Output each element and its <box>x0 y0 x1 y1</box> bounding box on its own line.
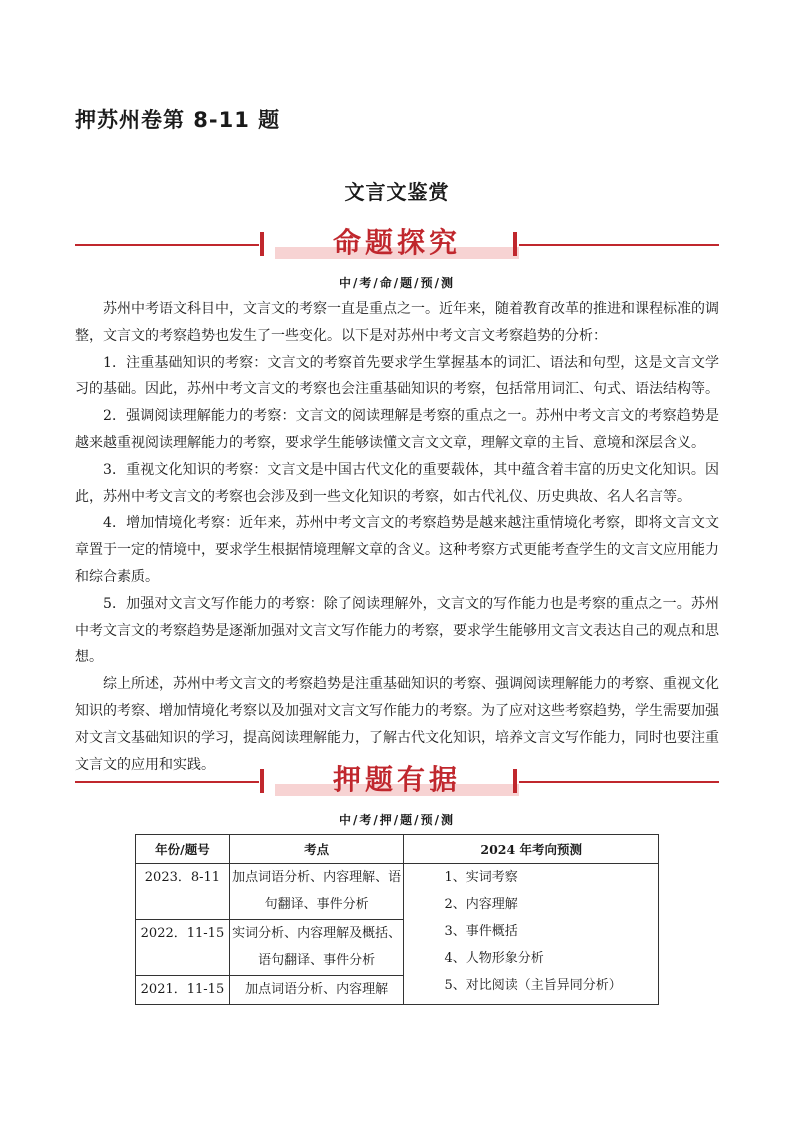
banner-tick-right <box>513 769 517 793</box>
banner-subhead: 中/考/押/题/预/测 <box>339 813 455 827</box>
table-row <box>136 864 659 920</box>
table-header-row <box>136 835 659 864</box>
banner-label: 命题探究 <box>332 226 461 259</box>
column-header: 考点 <box>229 835 404 864</box>
banner-label: 押题有据 <box>332 763 461 796</box>
forecast-cell <box>404 864 659 1005</box>
forecast-item: 2、内容理解 <box>444 897 518 912</box>
forecast-item: 3、事件概括 <box>444 924 518 939</box>
year-cell: 2023．8-11 <box>136 864 230 920</box>
points-cell: 加点词语分析、内容理解、语句翻译、事件分析 <box>229 864 404 920</box>
banner-rule-left <box>75 781 259 783</box>
column-header: 2024 年考向预测 <box>404 835 659 864</box>
banner-prediction <box>75 762 719 802</box>
prediction-table <box>135 834 659 1005</box>
banner-subhead: 中/考/命/题/预/测 <box>339 276 455 290</box>
paragraph: 5．加强对文言文写作能力的考察：除了阅读理解外，文言文的写作能力也是考察的重点之一。苏州中考文言文的考察趋势是逐渐加强对文言文写作能力的考察，要求学生能够用文言文表达自己的观点和思想。 <box>75 595 719 666</box>
paragraph: 4．增加情境化考察：近年来，苏州中考文言文的考察趋势是越来越注重情境化考察，即将文言文文章置于一定的情境中，要求学生根据情境理解文章的含义。这种考察方式更能考查学生的文言文应用能力和综合素质。 <box>75 515 719 585</box>
paragraph: 综上所述，苏州中考文言文的考察趋势是注重基础知识的考察、强调阅读理解能力的考察、重视文化知识的考察、增加情境化考察以及加强对文言文写作能力的考察。为了应对这些考察趋势，学生需要加强对文言文基础知识的学习，提高阅读理解能力，了解古代文化知识，培养文言文写作能力，同时也要注重文言文的应用和实践。 <box>75 676 719 773</box>
document-title: 押苏州卷第 8-11 题 <box>75 108 281 132</box>
forecast-item: 5、对比阅读（主旨异同分析） <box>444 978 622 993</box>
paragraph: 苏州中考语文科目中，文言文的考察一直是重点之一。近年来，随着教育改革的推进和课程标准的调整，文言文的考察趋势也发生了一些变化。以下是对苏州中考文言文考察趋势的分析： <box>75 301 719 344</box>
points-cell: 实词分析、内容理解及概括、语句翻译、事件分析 <box>229 920 404 976</box>
banner-tick-right <box>513 232 517 256</box>
analysis-body <box>75 296 719 778</box>
points-cell: 加点词语分析、内容理解 <box>229 976 404 1005</box>
forecast-item: 1、实词考察 <box>444 870 518 885</box>
paragraph: 3．重视文化知识的考察：文言文是中国古代文化的重要载体，其中蕴含着丰富的历史文化知识。因此，苏州中考文言文的考察也会涉及到一些文化知识的考察，如古代礼仪、历史典故、名人名言等。 <box>75 461 719 505</box>
banner-rule-left <box>75 244 259 246</box>
banner-tick-left <box>260 232 264 256</box>
banner-rule-right <box>519 244 719 246</box>
forecast-item: 4、人物形象分析 <box>444 951 544 966</box>
banner-rule-right <box>519 781 719 783</box>
banner-tick-left <box>260 769 264 793</box>
paragraph: 1．注重基础知识的考察：文言文的考察首先要求学生掌握基本的词汇、语法和句型，这是文言文学习的基础。因此，苏州中考文言文的考察也会注重基础知识的考察，包括常用词汇、句式、语法结构等。 <box>75 354 719 398</box>
paragraph: 2．强调阅读理解能力的考察：文言文的阅读理解是考察的重点之一。苏州中考文言文的考察趋势是越来越重视阅读理解能力的考察，要求学生能够读懂文言文文章，理解文章的主旨、意境和深层含义。 <box>75 408 719 451</box>
banner-proposition <box>75 225 719 265</box>
section-title: 文言文鉴赏 <box>344 180 450 204</box>
year-cell: 2022．11-15 <box>136 920 230 976</box>
year-cell: 2021．11-15 <box>136 976 230 1005</box>
column-header: 年份/题号 <box>136 835 230 864</box>
